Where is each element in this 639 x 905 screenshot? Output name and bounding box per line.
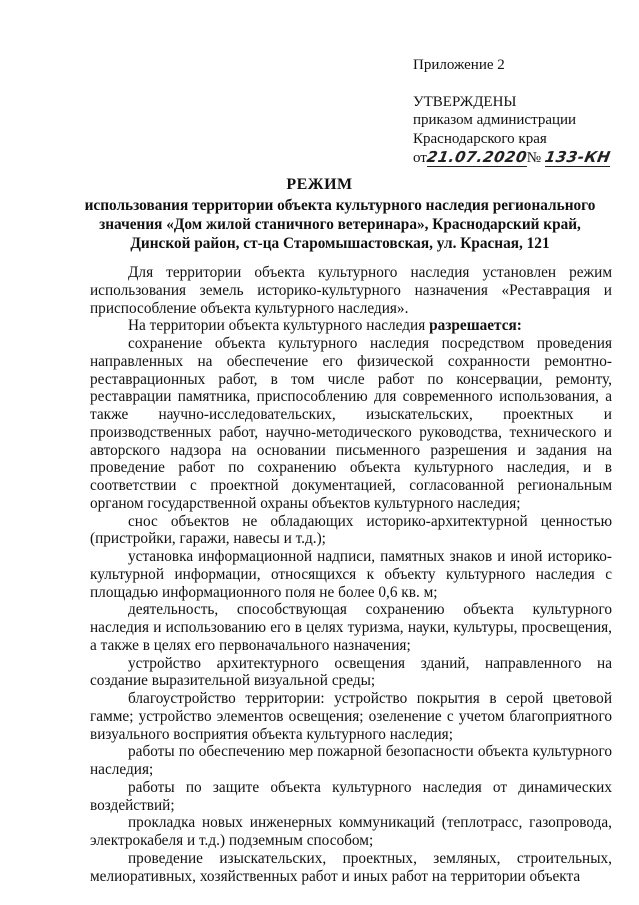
number-label: № bbox=[526, 150, 542, 166]
list-item: благоустройство территории: устройство покрытия в серой цветовой гамме; устройство элементов освещения; озеленение с учетом благоприятного визуального восприятия объекта культурного наследия; bbox=[90, 690, 612, 743]
order-line-1: приказом администрации bbox=[413, 112, 577, 128]
subtitle-line: Динской район, ст-ца Старомышастовская, ул. Красная, 121 bbox=[130, 235, 550, 252]
approval-block bbox=[413, 56, 633, 168]
handwritten-number: 133-КН bbox=[543, 148, 612, 166]
list-item: работы по обеспечению мер пожарной безопасности объекта культурного наследия; bbox=[90, 743, 612, 778]
subtitle-line: использования территории объекта культурного наследия регионального bbox=[84, 197, 596, 214]
handwritten-date: 21.07.2020 bbox=[425, 148, 529, 166]
approved-label: УТВЕРЖДЕНЫ bbox=[413, 93, 517, 110]
list-item: установка информационной надписи, памятных знаков и иной историко-культурной информации, относящихся к объекту культурного наследия с площадью информационного поля не более 0,6 кв. м; bbox=[90, 548, 612, 601]
list-item: проведение изыскательских, проектных, земляных, строительных, мелиоративных, хозяйственных работ и иных работ на территории объекта bbox=[90, 849, 612, 885]
document-title: РЕЖИМ bbox=[286, 176, 353, 193]
from-label: от bbox=[413, 150, 427, 166]
list-item: работы по защите объекта культурного наследия от динамических воздействий; bbox=[90, 778, 612, 814]
permitted-heading bbox=[90, 317, 612, 335]
list-item: деятельность, способствующая сохранению объекта культурного наследия и использованию его в целях туризма, науки, культуры, просвещения, а также в целях его первоначального назначения; bbox=[90, 601, 612, 654]
intro-paragraph: Для территории объекта культурного наследия установлен режим использования земель историко-культурного назначения «Реставрация и приспособление объекта культурного наследия». bbox=[90, 264, 612, 317]
appendix-label: Приложение 2 bbox=[413, 57, 505, 73]
list-item: снос объектов не обладающих историко-архитектурной ценностью (пристройки, гаражи, навесы и т.д.); bbox=[90, 512, 612, 548]
order-date-number bbox=[413, 148, 633, 168]
list-item: сохранение объекта культурного наследия посредством проведения направленных на обеспечение его физической сохранности ремонтно-реставрационных работ, в том числе работ по консервации, ремонту, реставрации памятника, приспособлению для современного использования, а также научно-исследовательских, изыскательских, проектных и производственных работ, научно-методического руководства, технического и авторского надзора на основании письменного разрешения и задания на проведение работ по сохранению объекта культурного наследия, и в соответствии с проектной документацией, согласованной региональным органом государственной охраны объектов культурного наследия; bbox=[90, 335, 612, 512]
document-body bbox=[90, 264, 612, 885]
document-subtitle bbox=[80, 196, 600, 253]
subtitle-line: значения «Дом жилой станичного ветеринара», Краснодарский край, bbox=[99, 216, 581, 233]
list-item: прокладка новых инженерных коммуникаций (теплотрасс, газопровода, электрокабеля и т.д.) подземным способом; bbox=[90, 814, 612, 849]
order-line-2: Краснодарского края bbox=[413, 130, 547, 147]
permitted-bold: разрешается: bbox=[429, 317, 522, 335]
permitted-intro: На территории объекта культурного наследия bbox=[128, 317, 426, 335]
list-item: устройство архитектурного освещения зданий, направленного на создание выразительной визуальной среды; bbox=[90, 654, 612, 690]
